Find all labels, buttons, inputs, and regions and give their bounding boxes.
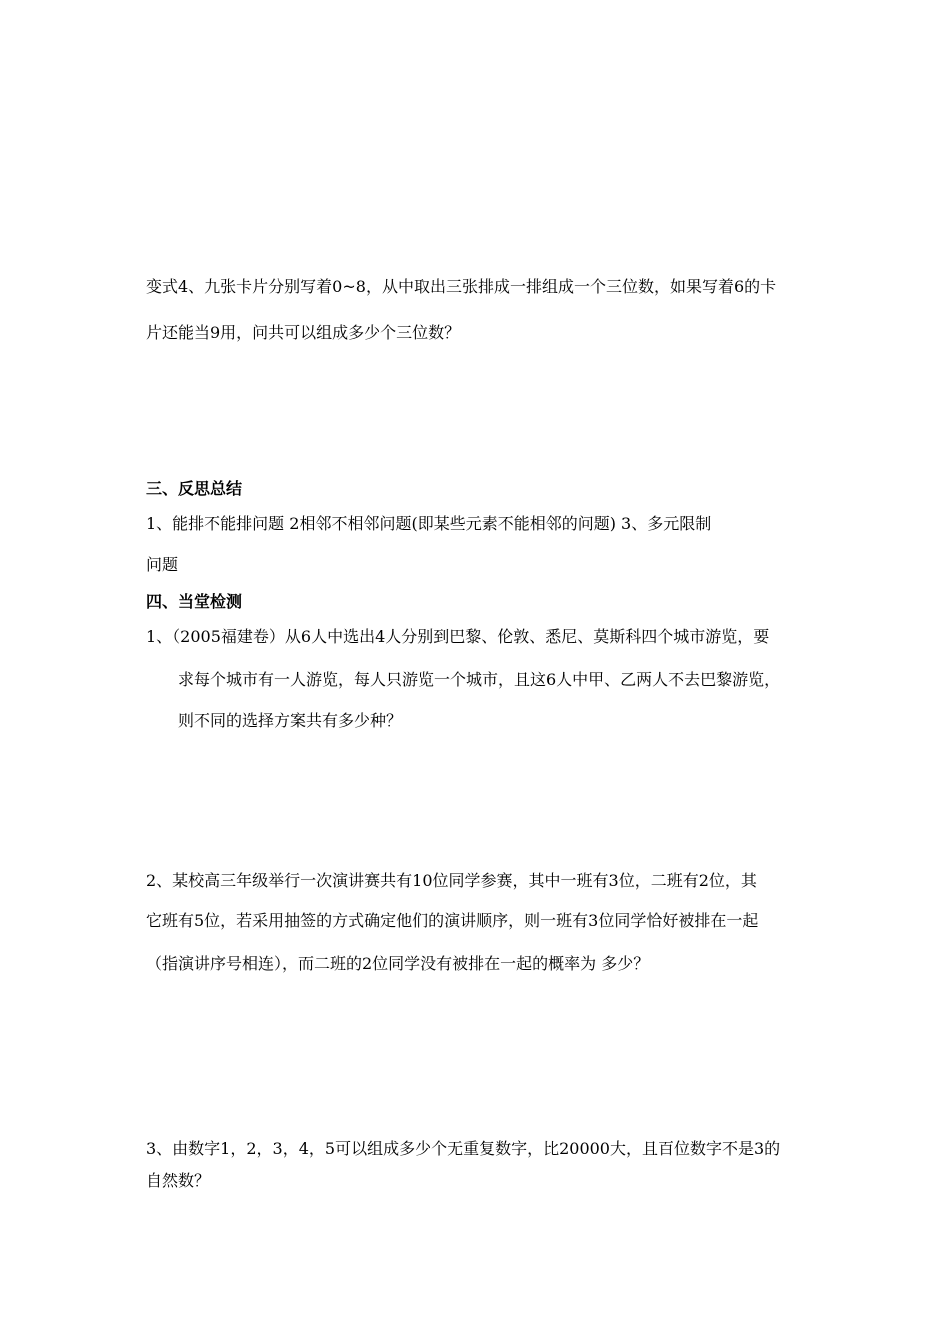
- variant4-line1: 变式4、九张卡片分别写着0~8，从中取出三张排成一排组成一个三位数，如果写着6的卡: [146, 277, 777, 296]
- q2-line2: 它班有5位，若采用抽签的方式确定他们的演讲顺序，则一班有3位同学恰好被排在一起: [146, 911, 759, 930]
- variant4-line2: 片还能当9用，问共可以组成多少个三位数？: [146, 323, 461, 342]
- q3-line1: 3、由数字1，2，3，4，5可以组成多少个无重复数字，比20000大，且百位数字不是3的: [146, 1139, 781, 1158]
- q1-line2: 求每个城市有一人游览，每人只游览一个城市，且这6人中甲、乙两人不去巴黎游览，: [178, 670, 781, 689]
- q1-line1: 1、（2005福建卷）从6人中选出4人分别到巴黎、伦敦、悉尼、莫斯科四个城市游览，要: [146, 627, 770, 646]
- section3-line2: 问题: [146, 555, 179, 574]
- section3-heading: 三、反思总结: [146, 479, 243, 498]
- section3-line1: 1、能排不能排问题 2相邻不相邻问题(即某些元素不能相邻的问题) 3、多元限制: [146, 514, 712, 533]
- q1-line3: 则不同的选择方案共有多少种？: [178, 711, 403, 730]
- q2-line1: 2、某校高三年级举行一次演讲赛共有10位同学参赛，其中一班有3位，二班有2位，其: [146, 871, 757, 890]
- section4-heading: 四、当堂检测: [146, 592, 243, 611]
- q2-line3: （指演讲序号相连），而二班的2位同学没有被排在一起的概率为 多少？: [146, 954, 650, 973]
- q3-line2: 自然数？: [146, 1171, 211, 1190]
